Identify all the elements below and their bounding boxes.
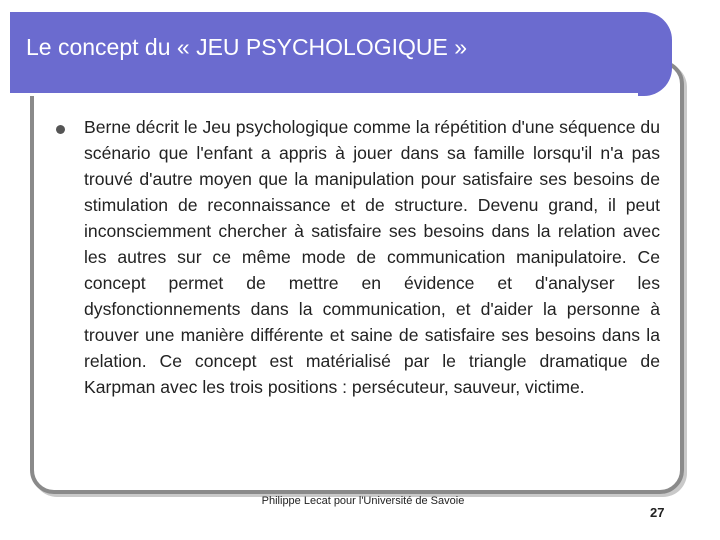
- footer-text: Philippe Lecat pour l'Université de Savoie: [261, 495, 465, 507]
- body-paragraph: Berne décrit le Jeu psychologique comme la répétition d'une séquence du scénario que l'enfant a appris à jouer dans sa famille lorsqu'il n'a pas trouvé d'autre moyen que la manipulation pour satisfaire ses besoins de stimulation de reconnaissance et de structure. Devenu grand, il peut inconsciemment chercher à satisfaire ses besoins dans la relation avec les autres sur ce même mode de communication manipulatoire. Ce concept permet de mettre en évidence et d'analyser les dysfonctionnements dans la communication, et d'aider la personne à trouver une manière différente et saine de satisfaire ses besoins dans la relation. Ce concept est matérialisé par le triangle dramatique de Karpman avec les trois positions : persécuteur, sauveur, victime.: [84, 117, 660, 397]
- slide-content: [56, 114, 660, 400]
- title-underline: [10, 93, 638, 96]
- slide-title: Le concept du « JEU PSYCHOLOGIQUE »: [26, 34, 468, 60]
- page-number: 27: [650, 505, 665, 520]
- bullet-dot-icon: [56, 125, 65, 134]
